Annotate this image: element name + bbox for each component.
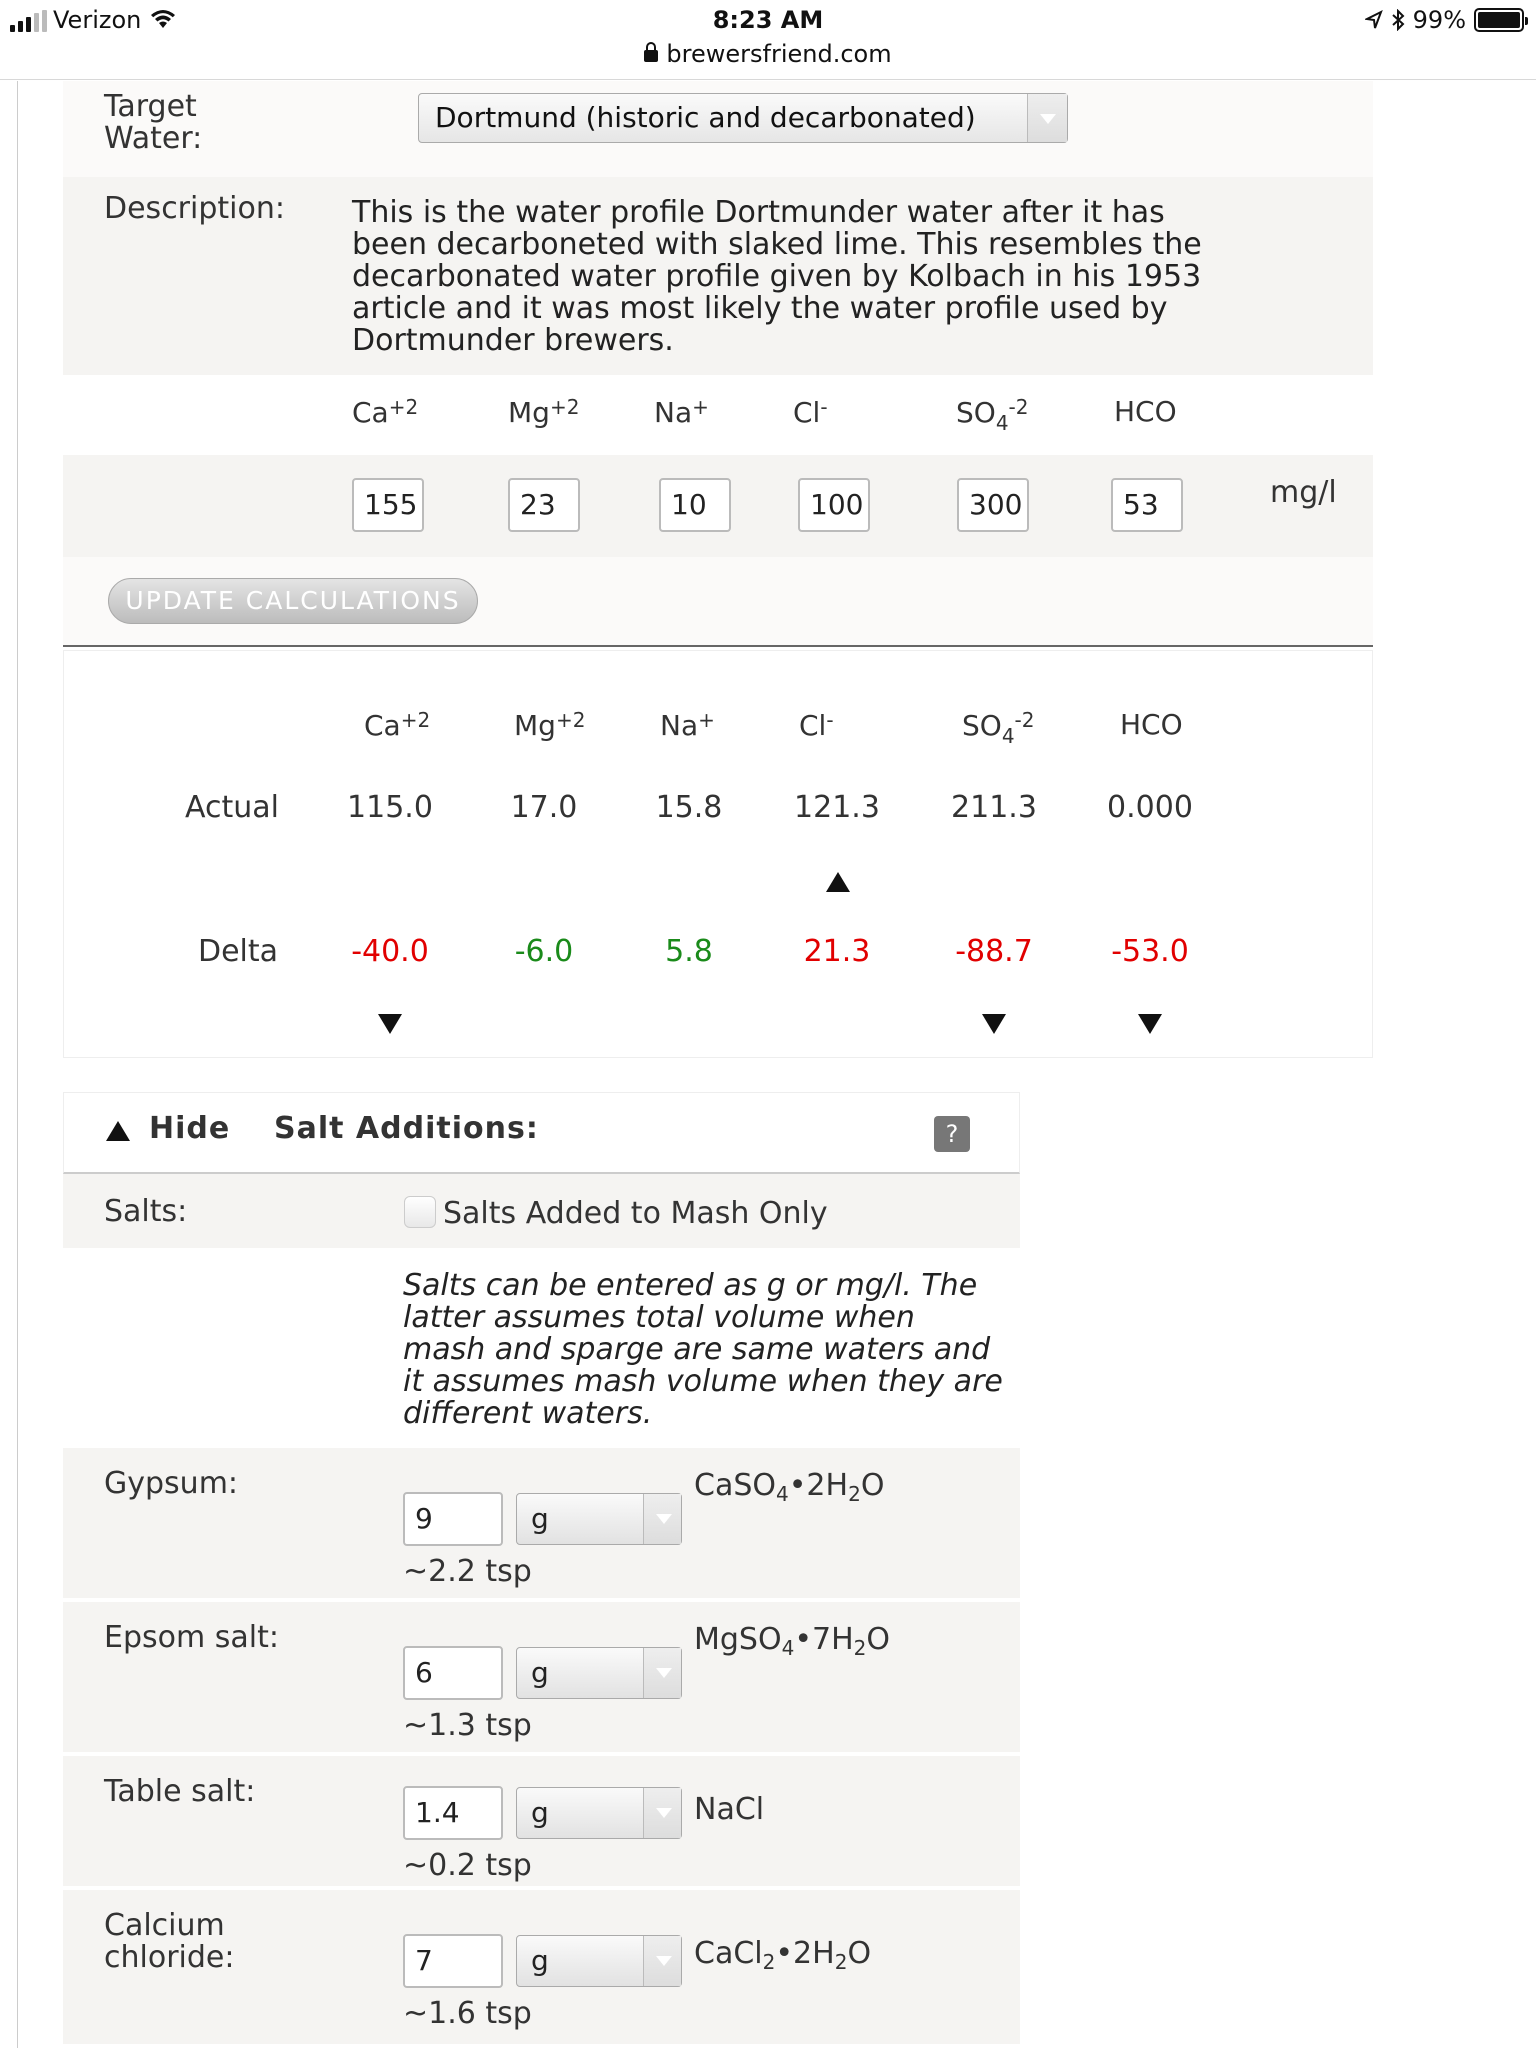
- target-ion-subscript: 4: [995, 411, 1009, 435]
- result-ion-charge: +: [698, 708, 715, 732]
- target-ion-input[interactable]: 300: [957, 478, 1029, 532]
- result-ion-charge: +2: [555, 708, 586, 732]
- formula-subscript: 2: [848, 1482, 861, 1506]
- chevron-down-icon: [643, 1936, 681, 1986]
- formula-part: MgSO: [694, 1622, 782, 1657]
- delta-value: -88.7: [955, 934, 1033, 969]
- salt-amount-input[interactable]: 1.4: [403, 1786, 503, 1840]
- target-ion-base: Mg: [508, 396, 550, 429]
- salt-label: Calcium chloride:: [104, 1908, 235, 1975]
- target-ion-input[interactable]: 155: [352, 478, 424, 532]
- salt-tsp-estimate: ~1.6 tsp: [403, 1996, 532, 2031]
- target-water-select[interactable]: [418, 93, 1068, 143]
- actual-label: Actual: [185, 790, 279, 825]
- ion-header: [654, 395, 709, 429]
- salt-unit-select[interactable]: [516, 1935, 682, 1987]
- hide-toggle[interactable]: Hide: [149, 1111, 231, 1146]
- mash-only-label: Salts Added to Mash Only: [443, 1196, 828, 1231]
- update-calculations-button[interactable]: UPDATE CALCULATIONS: [108, 578, 478, 624]
- formula-part: •2H: [775, 1936, 835, 1971]
- target-ion-header-row: [63, 375, 1373, 455]
- collapse-arrow-icon: [106, 1121, 130, 1141]
- salt-label: Epsom salt:: [104, 1620, 279, 1655]
- bluetooth-icon: [1391, 9, 1405, 31]
- target-ion-base: Ca: [352, 396, 389, 429]
- formula-subscript: 4: [781, 1636, 795, 1660]
- formula-part: •2H: [788, 1468, 849, 1503]
- result-ion-base: Na: [660, 709, 699, 742]
- ion-header: [956, 395, 1029, 435]
- actual-value: 115.0: [347, 790, 433, 825]
- result-ion-charge: +2: [400, 708, 431, 732]
- salt-formula: [694, 1794, 764, 1826]
- formula-subscript: 2: [762, 1950, 776, 1974]
- carrier-name: Verizon: [53, 6, 142, 34]
- delta-value: -40.0: [351, 934, 429, 969]
- help-button[interactable]: ?: [934, 1116, 970, 1152]
- actual-value: 0.000: [1107, 790, 1193, 825]
- result-ion-charge: -2: [1014, 708, 1035, 732]
- formula-part: O: [866, 1622, 891, 1657]
- target-ion-charge: -: [820, 395, 828, 419]
- increase-arrow-icon: [826, 872, 850, 892]
- ion-header: [514, 708, 585, 742]
- ion-header: [799, 708, 834, 742]
- salts-note: Salts can be entered as g or mg/l. The latter assumes total volume when mash and sparge are same waters and it assumes mash volume when they are different waters.: [403, 1268, 1003, 1431]
- chevron-down-icon: [1027, 94, 1067, 142]
- salt-unit-select[interactable]: [516, 1647, 682, 1699]
- target-ion-base: HCO: [1114, 395, 1177, 428]
- ion-header: [364, 708, 430, 742]
- actual-value: 17.0: [510, 790, 578, 825]
- salt-label: Gypsum:: [104, 1466, 239, 1501]
- chevron-down-icon: [643, 1788, 681, 1838]
- target-water-row: [63, 81, 1373, 177]
- result-ion-base: SO: [962, 709, 1002, 742]
- target-water-value: Dortmund (historic and decarbonated): [435, 101, 976, 134]
- lock-icon: [644, 50, 658, 62]
- delta-label: Delta: [198, 934, 279, 969]
- target-ion-input[interactable]: 100: [798, 478, 870, 532]
- ion-header: [660, 708, 715, 742]
- salt-unit-value: g: [531, 1656, 549, 1689]
- salt-unit-select[interactable]: [516, 1493, 682, 1545]
- target-ion-base: Cl: [793, 396, 821, 429]
- formula-subscript: 2: [834, 1950, 848, 1974]
- description-text: This is the water profile Dortmunder water after it has been decarboneted with slaked lime. This resembles the decarbonated water profile given by Kolbach in his 1953 article and it was most likely the water profile used by Dortmunder brewers.: [352, 195, 1202, 358]
- target-ion-base: Na: [654, 396, 693, 429]
- ion-header: [508, 395, 579, 429]
- url-text: brewersfriend.com: [666, 40, 892, 68]
- ion-header: [1114, 395, 1177, 428]
- salt-unit-value: g: [531, 1796, 549, 1829]
- target-ion-charge: -2: [1008, 395, 1029, 419]
- salt-unit-value: g: [531, 1944, 549, 1977]
- formula-part: O: [847, 1936, 872, 1971]
- result-ion-charge: -: [826, 708, 834, 732]
- salt-amount-input[interactable]: 9: [403, 1492, 503, 1546]
- unit-label: mg/l: [1270, 475, 1337, 510]
- description-label: Description:: [104, 191, 285, 226]
- actual-value: 121.3: [794, 790, 880, 825]
- salt-tsp-estimate: ~0.2 tsp: [403, 1848, 532, 1883]
- formula-part: •7H: [794, 1622, 854, 1657]
- ion-header: [962, 708, 1035, 748]
- decrease-arrow-icon: [982, 1014, 1006, 1034]
- delta-value: 21.3: [803, 934, 871, 969]
- ion-header: [352, 395, 418, 429]
- clock: 8:23 AM: [712, 6, 824, 34]
- mash-only-checkbox[interactable]: [404, 1196, 436, 1228]
- location-arrow-icon: [1365, 10, 1383, 30]
- formula-subscript: 4: [776, 1482, 789, 1506]
- decrease-arrow-icon: [378, 1014, 402, 1034]
- salt-additions-title: Salt Additions:: [274, 1111, 539, 1146]
- target-ion-input[interactable]: 23: [508, 478, 580, 532]
- formula-part: CaSO: [694, 1468, 776, 1503]
- ion-header: [1120, 708, 1183, 741]
- formula-subscript: 2: [853, 1636, 867, 1660]
- delta-value: 5.8: [665, 934, 713, 969]
- description-row: [63, 177, 1373, 375]
- result-ion-subscript: 4: [1001, 724, 1015, 748]
- result-ion-base: Mg: [514, 709, 556, 742]
- target-ion-base: SO: [956, 396, 996, 429]
- salts-label: Salts:: [104, 1194, 188, 1229]
- target-water-label: Target Water:: [104, 89, 203, 156]
- chevron-down-icon: [643, 1648, 681, 1698]
- formula-text: NaCl: [694, 1792, 765, 1827]
- salt-unit-select[interactable]: [516, 1787, 682, 1839]
- decrease-arrow-icon: [1138, 1014, 1162, 1034]
- target-ion-charge: +: [692, 395, 709, 419]
- target-ion-charge: +2: [549, 395, 580, 419]
- battery-icon: [1474, 8, 1524, 32]
- salt-tsp-estimate: ~2.2 tsp: [403, 1554, 532, 1589]
- salt-formula: [694, 1468, 885, 1510]
- formula-part: O: [860, 1468, 885, 1503]
- salt-formula: [694, 1938, 894, 1978]
- salt-tsp-estimate: ~1.3 tsp: [403, 1708, 532, 1743]
- page-edge: [0, 81, 18, 2048]
- salt-amount-input[interactable]: 7: [403, 1934, 503, 1988]
- salt-formula: [694, 1622, 891, 1664]
- target-values-row: [63, 455, 1373, 557]
- salt-amount-input[interactable]: 6: [403, 1646, 503, 1700]
- target-ion-charge: +2: [388, 395, 419, 419]
- formula-part: CaCl: [694, 1936, 763, 1971]
- result-ion-base: Cl: [799, 709, 827, 742]
- target-ion-input[interactable]: 53: [1111, 478, 1183, 532]
- chevron-down-icon: [643, 1494, 681, 1544]
- status-bar: [0, 0, 1536, 80]
- delta-value: -53.0: [1111, 934, 1189, 969]
- salt-unit-value: g: [531, 1502, 549, 1535]
- target-ion-input[interactable]: 10: [659, 478, 731, 532]
- address-bar[interactable]: [0, 40, 1536, 68]
- actual-value: 15.8: [655, 790, 723, 825]
- delta-value: -6.0: [514, 934, 574, 969]
- battery-fill: [1478, 12, 1520, 28]
- battery-percent: 99%: [1412, 6, 1466, 34]
- result-ion-base: Ca: [364, 709, 401, 742]
- ion-header: [793, 395, 828, 429]
- salt-label: Table salt:: [104, 1774, 256, 1809]
- actual-value: 211.3: [951, 790, 1037, 825]
- result-ion-base: HCO: [1120, 708, 1183, 741]
- salt-additions-header: [63, 1092, 1020, 1174]
- status-right: [1365, 6, 1524, 34]
